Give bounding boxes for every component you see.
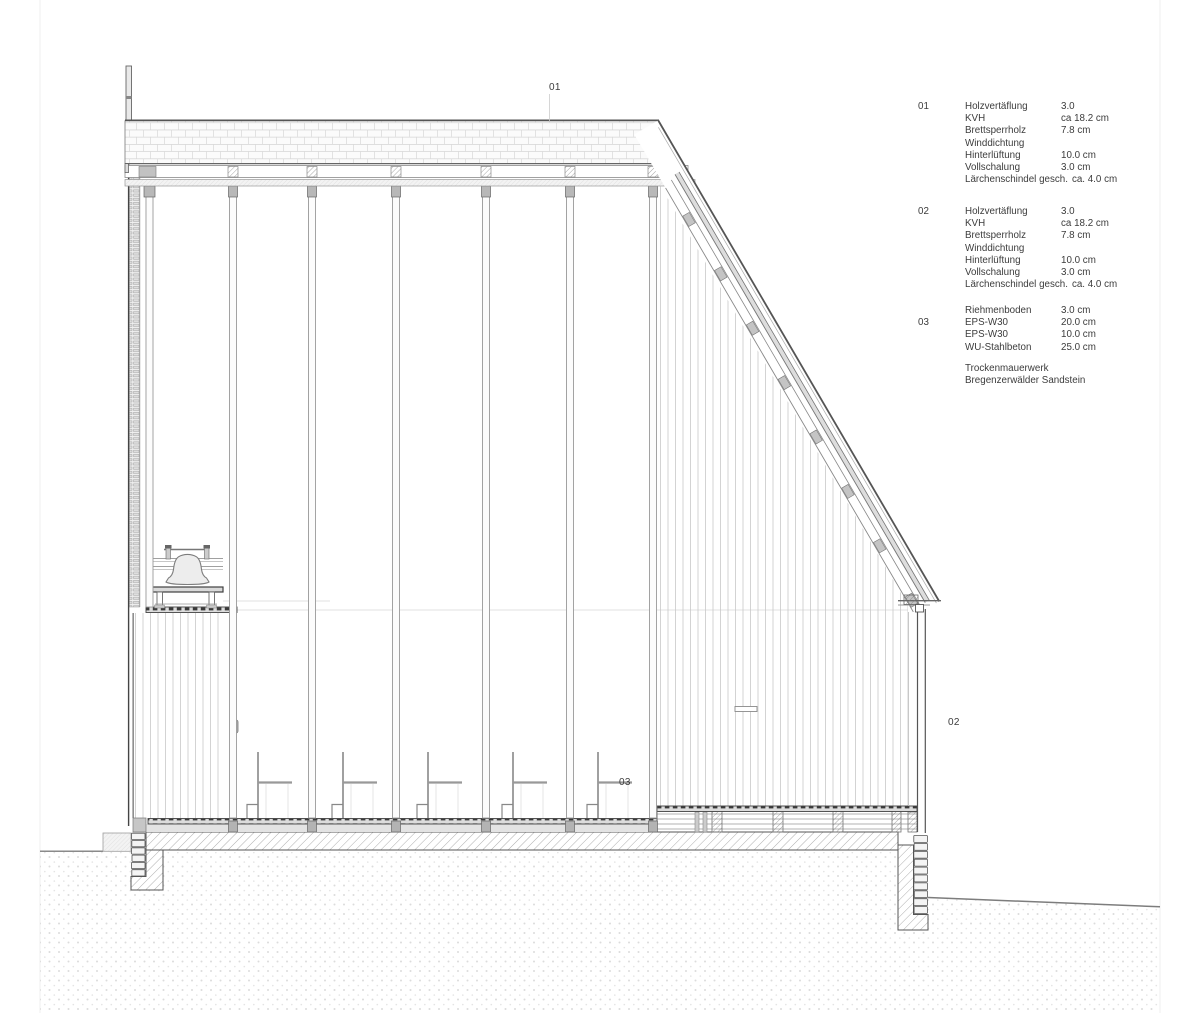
roof-sheathing-band	[125, 180, 695, 187]
legend-row: Holzvertäflung 3.0	[965, 101, 1075, 112]
bell-platform	[152, 587, 223, 592]
legend-block-03	[965, 305, 1096, 354]
legend-row: Holzvertäflung 3.0	[965, 206, 1075, 217]
terrain	[40, 833, 1160, 1013]
legend-row: Vollschalung 3.0 cm	[965, 267, 1091, 279]
legend-row: Winddichtung	[965, 242, 1025, 254]
gutter-detail	[916, 605, 924, 613]
legend-row: Riehmenboden 3.0 cm	[965, 305, 1091, 316]
floor-slab	[146, 832, 898, 850]
terrain-step-block	[103, 833, 131, 851]
marker-wall: 02	[948, 717, 960, 728]
legend-row: KVH ca 18.2 cm	[965, 218, 1109, 230]
legend-row: Lärchenschindel gesch. ca. 4.0 cm	[965, 174, 1118, 186]
legend-row: Brettsperrholz 7.8 cm	[965, 230, 1091, 242]
legend-number-01: 01	[918, 101, 929, 112]
post	[229, 186, 238, 832]
eave-fascia-left	[125, 164, 129, 173]
post	[649, 186, 658, 832]
benches	[247, 752, 632, 818]
legend-row: EPS-W30 20.0 cm	[965, 317, 1096, 329]
rear-floor-deck	[657, 806, 917, 812]
flat-roof	[125, 120, 695, 186]
left-wall-base	[133, 818, 146, 832]
wall-paneling	[133, 182, 908, 818]
legend-block-02	[965, 206, 1117, 291]
legend-row: Brettsperrholz 7.8 cm	[965, 125, 1091, 137]
post	[392, 186, 401, 832]
marker-roof: 01	[549, 82, 561, 93]
bench	[502, 752, 547, 818]
post	[566, 186, 575, 832]
materials-line: Bregenzerwälder Sandstein	[965, 375, 1086, 387]
legend-row: Winddichtung	[965, 137, 1025, 149]
legend-number-03: 03	[918, 317, 929, 328]
legend-row: KVH ca 18.2 cm	[965, 113, 1109, 125]
post	[482, 186, 491, 832]
main-floor-deck	[148, 819, 657, 825]
roof-mast	[126, 66, 132, 121]
legend-row: Hinterlüftung 10.0 cm	[965, 254, 1096, 266]
marker-floor: 03	[619, 777, 631, 788]
bench	[247, 752, 292, 818]
bench	[332, 752, 377, 818]
legend-row: Hinterlüftung 10.0 cm	[965, 149, 1096, 161]
materials-note	[965, 363, 1085, 387]
legend-row: EPS-W30 10.0 cm	[965, 329, 1096, 341]
roof-shingle-band	[125, 121, 684, 164]
tower-paneling	[133, 613, 223, 818]
right-wall-base	[908, 812, 917, 832]
post	[308, 186, 317, 832]
legend-block-01	[965, 101, 1117, 186]
legend-number-02: 02	[918, 206, 929, 217]
roof-purlin-band	[125, 166, 688, 178]
materials-line: Trockenmauerwerk	[965, 363, 1049, 374]
left-wall-shingles	[129, 168, 139, 607]
drystone-right	[914, 836, 928, 914]
bench	[417, 752, 462, 818]
legend-row: WU-Stahlbeton 25.0 cm	[965, 341, 1096, 353]
legend-row: Vollschalung 3.0 cm	[965, 162, 1091, 174]
wall-vent-detail	[735, 707, 757, 712]
legend-row: Lärchenschindel gesch. ca. 4.0 cm	[965, 279, 1118, 291]
